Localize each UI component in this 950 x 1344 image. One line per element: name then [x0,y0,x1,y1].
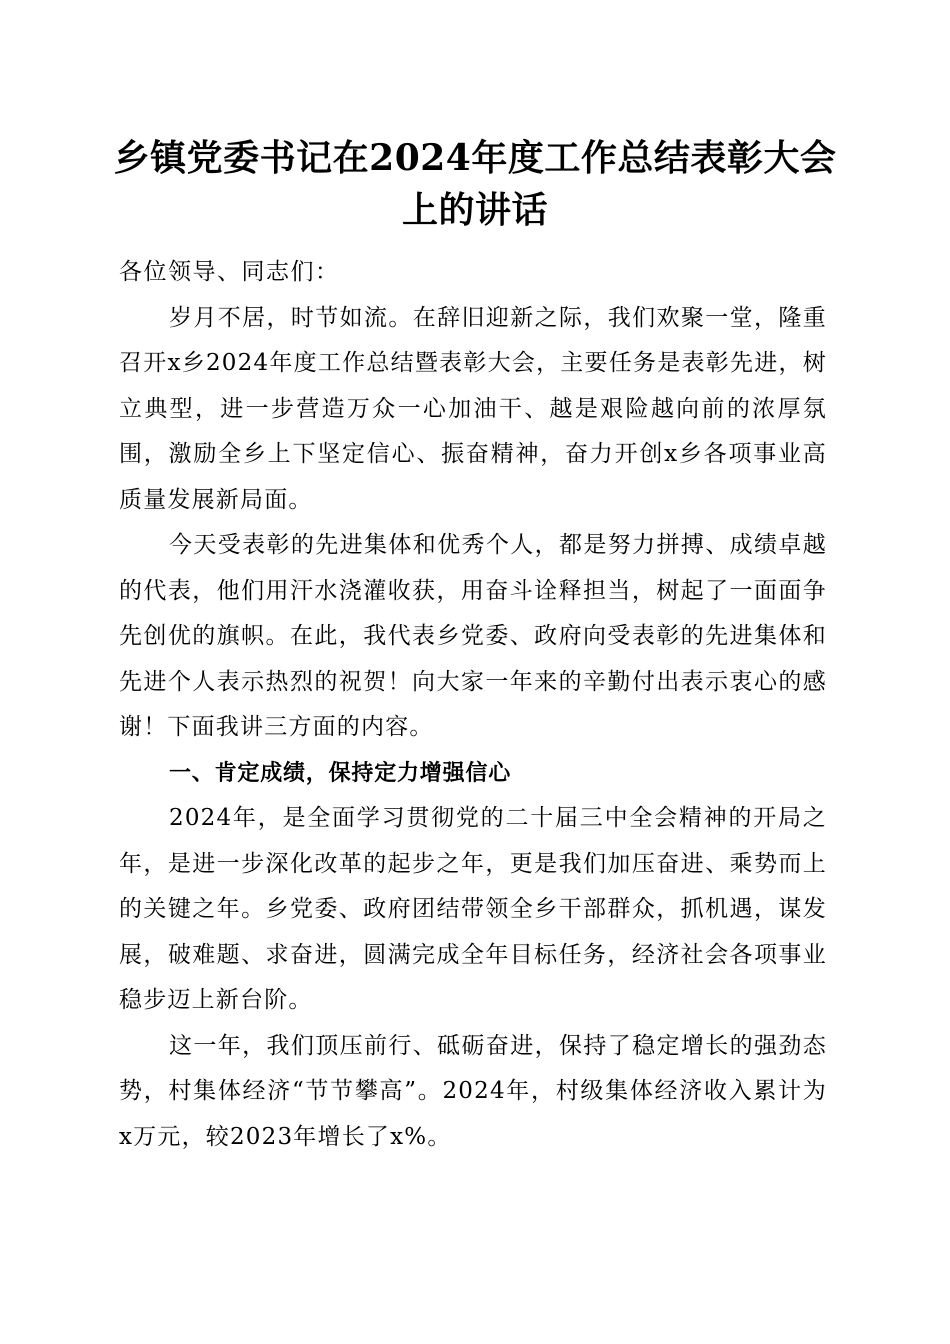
paragraph-opening: 岁月不居，时节如流。在辞旧迎新之际，我们欢聚一堂，隆重召开x乡2024年度工作总结暨表彰大会，主要任务是表彰先进，树立典型，进一步营造万众一心加油干、越是艰险越向前的浓厚氛围，激励全乡上下坚定信心、振奋精神，奋力开创x乡各项事业高质量发展新局面。 [119,304,827,513]
document-title: 乡镇党委书记在2024年度工作总结表彰大会上的讲话 [113,137,837,231]
paragraph-economy: 这一年，我们顶压前行、砥砺奋进，保持了稳定增长的强劲态势，村集体经济“节节攀高”。2024年，村级集体经济收入累计为x万元，较2023年增长了x%。 [119,1032,827,1150]
document-body [119,250,827,1160]
section-heading: 一、肯定成绩，保持定力增强信心 [169,760,512,786]
salutation: 各位领导、同志们： [119,259,340,285]
paragraph-commendation: 今天受表彰的先进集体和优秀个人，都是努力拼搏、成绩卓越的代表，他们用汗水浇灌收获，用奋斗诠释担当，树起了一面面争先创优的旗帜。在此，我代表乡党委、政府向受表彰的先进集体和先进个人表示热烈的祝贺！向大家一年来的辛勤付出表示衷心的感谢！下面我讲三方面的内容。 [119,532,827,740]
paragraph-year-review: 2024年，是全面学习贯彻党的二十届三中全会精神的开局之年，是进一步深化改革的起步之年，更是我们加压奋进、乘势而上的关键之年。乡党委、政府团结带领全乡干部群众，抓机遇，谋发展，破难题、求奋进，圆满完成全年目标任务，经济社会各项事业稳步迈上新台阶。 [119,805,827,1013]
